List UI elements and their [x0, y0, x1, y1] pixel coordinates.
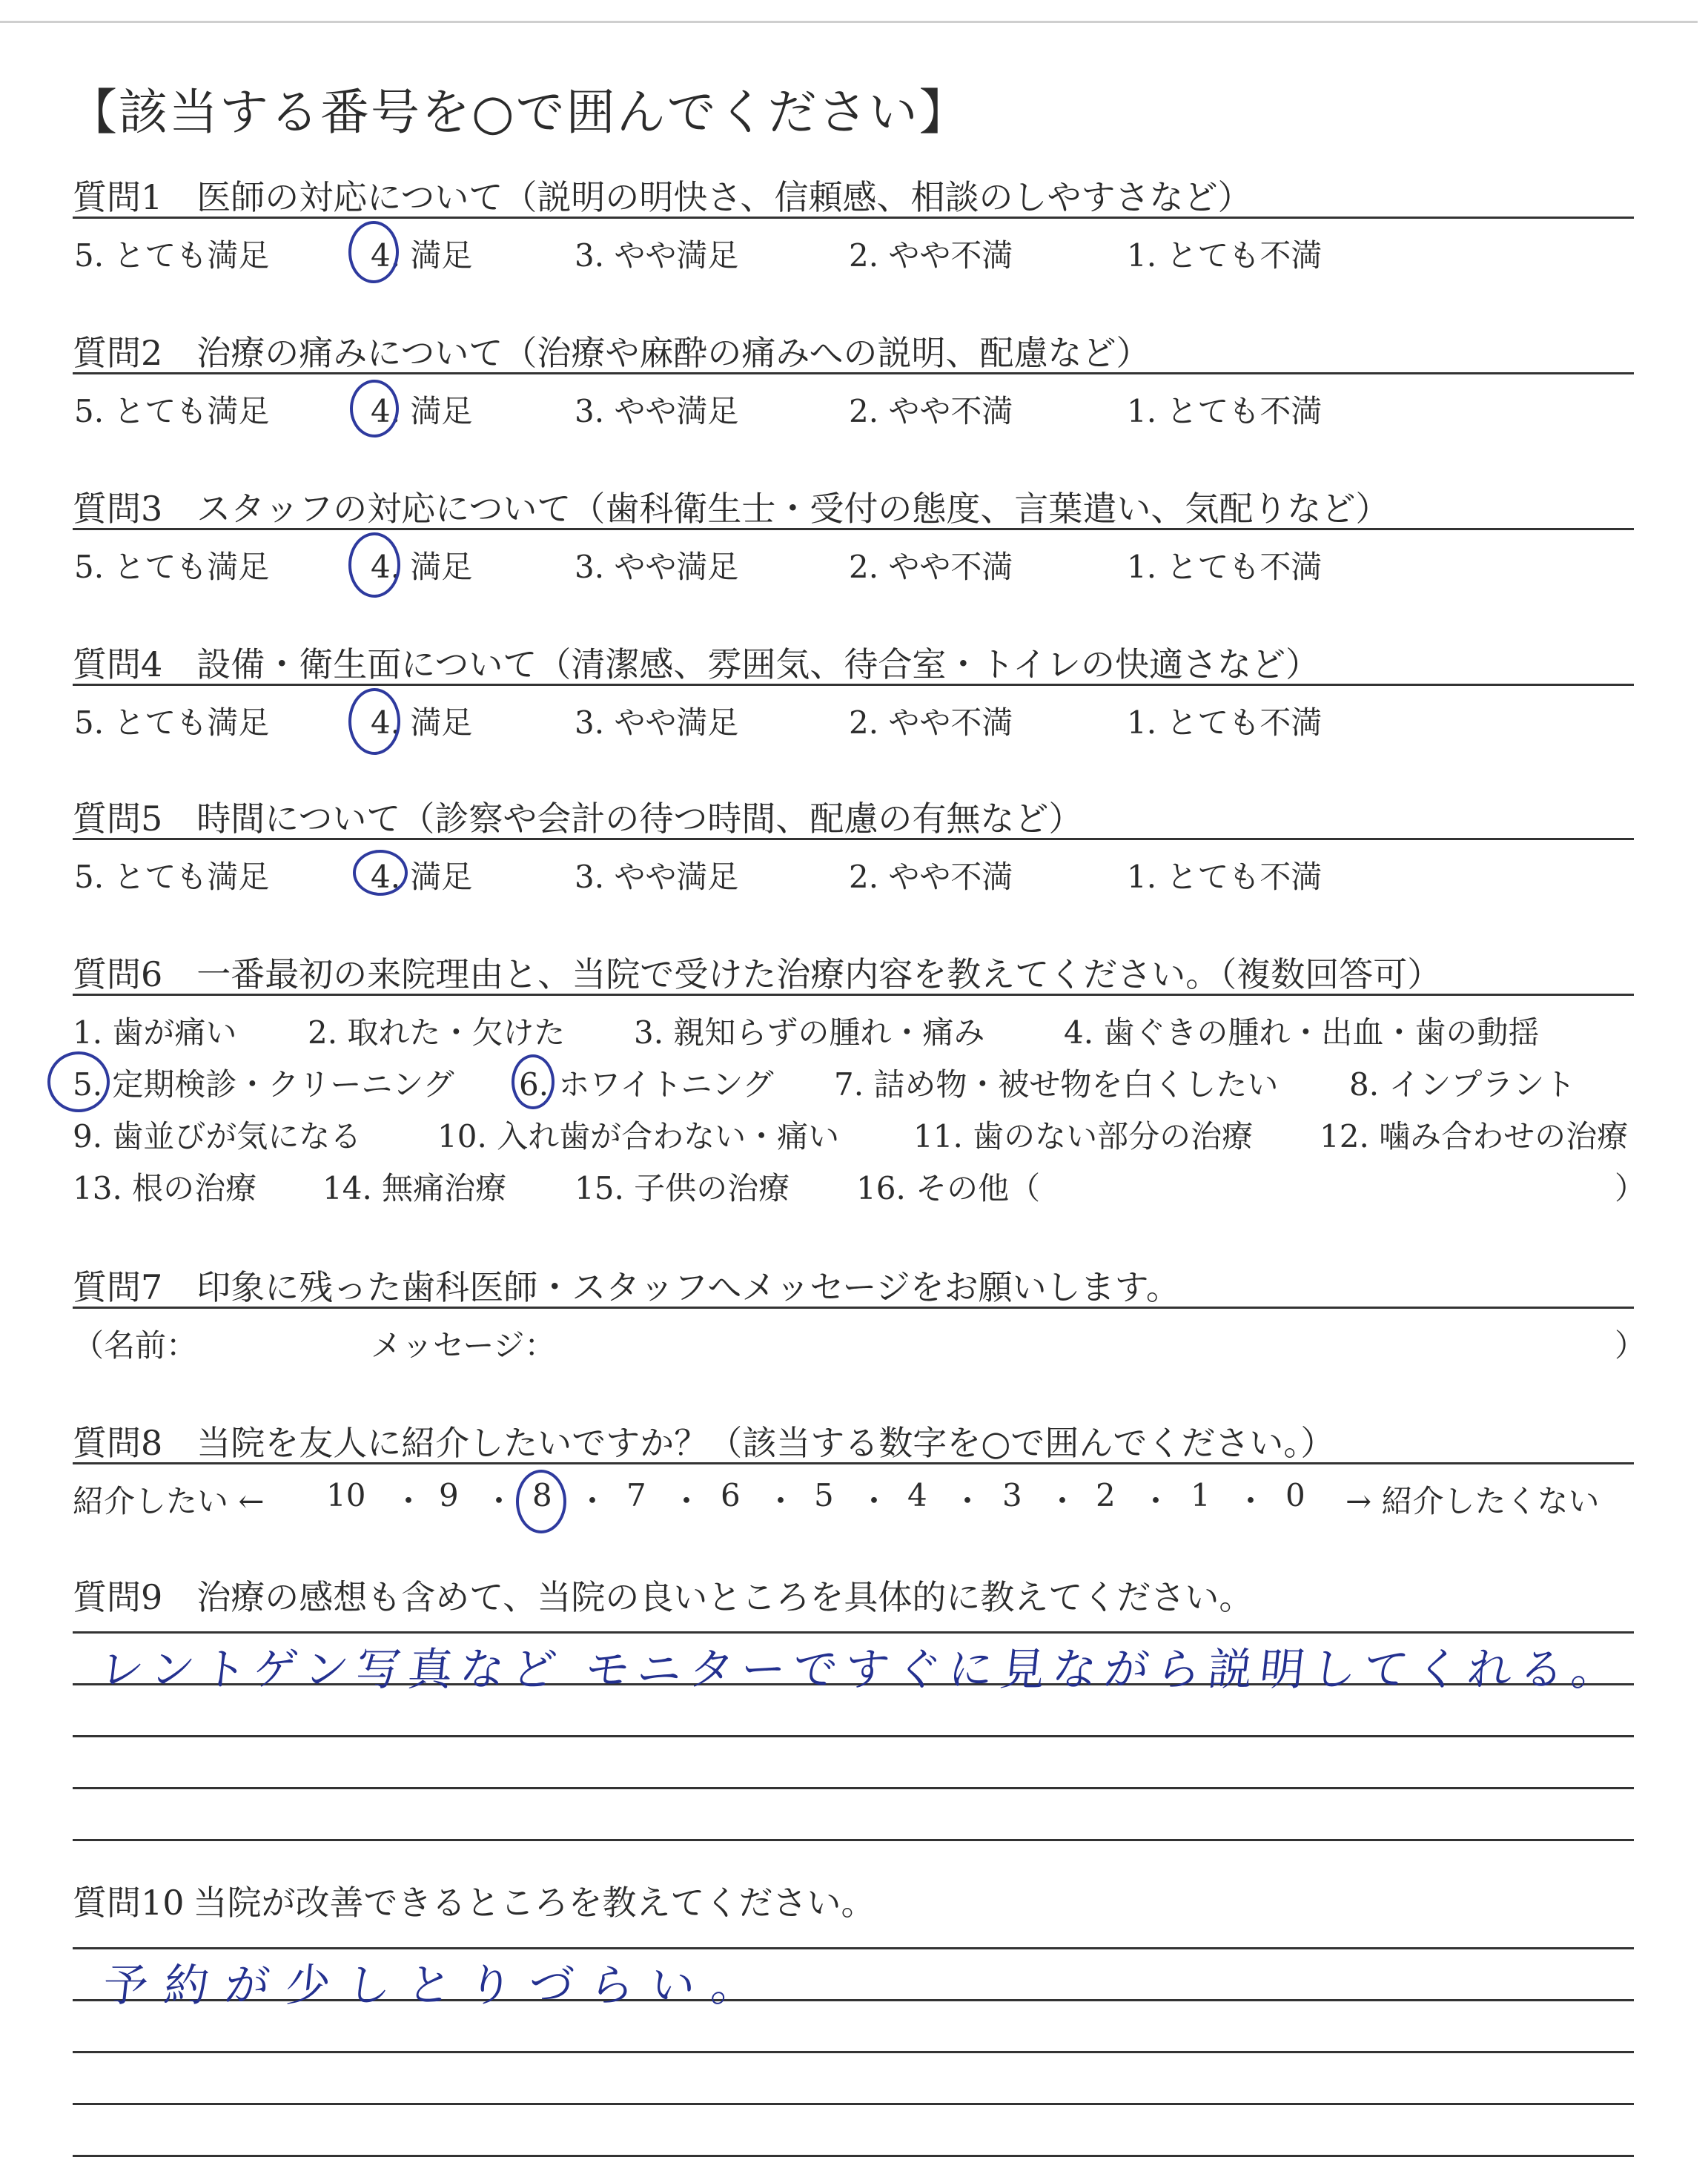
- underline: [73, 994, 1634, 996]
- question-number: 質問1: [73, 177, 163, 217]
- reason-option-16[interactable]: 16. その他（: [856, 1170, 1041, 1206]
- answer-line: [73, 1787, 1634, 1789]
- answer-line: [73, 1631, 1634, 1634]
- scale-right-label: → 紹介したくない: [1345, 1483, 1600, 1519]
- question-title: 一番最初の来院理由と、当院で受けた治療内容を教えてください。（複数回答可）: [196, 954, 1442, 994]
- option-4[interactable]: 4. 満足: [371, 549, 473, 585]
- scale-separator: ・: [577, 1483, 609, 1519]
- answer-line: [73, 2155, 1634, 2157]
- question-title: 印象に残った歯科医師・スタッフへメッセージをお願いします。: [196, 1267, 1180, 1307]
- answer-line: [73, 1839, 1634, 1841]
- reason-option-5[interactable]: 5. 定期検診・クリーニング: [73, 1066, 454, 1103]
- option-3[interactable]: 3. やや満足: [575, 237, 739, 274]
- option-3[interactable]: 3. やや満足: [575, 859, 739, 895]
- question-title: 治療の痛みについて（治療や麻酔の痛みへの説明、配慮など）: [196, 333, 1151, 373]
- scale-left-label: 紹介したい ←: [73, 1483, 265, 1519]
- rating-options: [0, 853, 1708, 897]
- reason-option-12[interactable]: 12. 噛み合わせの治療: [1320, 1118, 1629, 1155]
- reason-options-row-1: [0, 1008, 1708, 1053]
- underline: [73, 684, 1634, 686]
- option-2[interactable]: 2. やや不満: [849, 393, 1013, 429]
- reason-options-row-2: [0, 1060, 1708, 1105]
- answer-line: [73, 2103, 1634, 2105]
- message-label: メッセージ：: [371, 1327, 556, 1364]
- underline: [73, 372, 1634, 374]
- option-2[interactable]: 2. やや不満: [849, 859, 1013, 895]
- message-row: [0, 1321, 1708, 1366]
- question-title: 医師の対応について（説明の明快さ、信頼感、相談のしやすさなど）: [196, 177, 1252, 217]
- reason-option-4[interactable]: 4. 歯ぐきの腫れ・出血・歯の動揺: [1064, 1014, 1540, 1051]
- reason-option-2[interactable]: 2. 取れた・欠けた: [308, 1014, 566, 1051]
- question-title: 時間について（診察や会計の待つ時間、配慮の有無など）: [196, 799, 1083, 839]
- option-2[interactable]: 2. やや不満: [849, 704, 1013, 741]
- scale-10[interactable]: 10: [326, 1477, 366, 1513]
- underline: [73, 1462, 1634, 1464]
- scale-5[interactable]: 5: [814, 1477, 834, 1513]
- option-5[interactable]: 5. とても満足: [74, 549, 270, 585]
- handwritten-answer: 予約が少しとりづらい。: [100, 1960, 775, 2012]
- scale-separator: ・: [671, 1483, 703, 1519]
- question-number: 質問10: [73, 1883, 185, 1923]
- scale-separator: ・: [1235, 1483, 1267, 1519]
- scale-separator: ・: [393, 1483, 425, 1519]
- referral-scale: [0, 1477, 1708, 1522]
- answer-line: [73, 1735, 1634, 1737]
- scale-7[interactable]: 7: [626, 1477, 646, 1513]
- question-number: 質問6: [73, 954, 163, 994]
- question-number: 質問2: [73, 333, 163, 373]
- answer-line: [73, 2051, 1634, 2053]
- reason-option-1[interactable]: 1. 歯が痛い: [73, 1014, 237, 1051]
- option-5[interactable]: 5. とても満足: [74, 237, 270, 274]
- underline: [73, 838, 1634, 840]
- scale-1[interactable]: 1: [1191, 1477, 1211, 1513]
- scale-9[interactable]: 9: [439, 1477, 459, 1513]
- option-1[interactable]: 1. とても不満: [1127, 393, 1323, 429]
- underline: [73, 1307, 1634, 1309]
- page-title: 【該当する番号を○で囲んでください】: [68, 84, 970, 141]
- reason-option-8[interactable]: 8. インプラント: [1349, 1066, 1576, 1103]
- option-4[interactable]: 4. 満足: [371, 704, 473, 741]
- option-1[interactable]: 1. とても不満: [1127, 549, 1323, 585]
- rating-options: [0, 387, 1708, 432]
- reason-option-11[interactable]: 11. 歯のない部分の治療: [913, 1118, 1254, 1155]
- name-label: （名前：: [73, 1327, 198, 1364]
- scale-2[interactable]: 2: [1096, 1477, 1116, 1513]
- option-5[interactable]: 5. とても満足: [74, 393, 270, 429]
- option-2[interactable]: 2. やや不満: [849, 237, 1013, 274]
- reason-option-14[interactable]: 14. 無痛治療: [322, 1170, 507, 1206]
- answer-line: [73, 1947, 1634, 1949]
- scale-separator: ・: [952, 1483, 984, 1519]
- option-4[interactable]: 4. 満足: [371, 859, 473, 895]
- rating-options: [0, 231, 1708, 276]
- reason-option-3[interactable]: 3. 親知らずの腫れ・痛み: [634, 1014, 985, 1051]
- scale-separator: ・: [765, 1483, 797, 1519]
- reason-option-9[interactable]: 9. 歯並びが気になる: [73, 1118, 362, 1155]
- reason-option-10[interactable]: 10. 入れ歯が合わない・痛い: [437, 1118, 840, 1155]
- scale-0[interactable]: 0: [1285, 1477, 1305, 1513]
- reason-option-15[interactable]: 15. 子供の治療: [575, 1170, 790, 1206]
- reason-options-row-4: [0, 1164, 1708, 1209]
- option-5[interactable]: 5. とても満足: [74, 859, 270, 895]
- scan-edge: [0, 21, 1698, 23]
- option-1[interactable]: 1. とても不満: [1127, 704, 1323, 741]
- scale-separator: ・: [1047, 1483, 1079, 1519]
- scale-8[interactable]: 8: [532, 1477, 552, 1513]
- question-number: 質問9: [73, 1577, 163, 1617]
- close-paren: ）: [1615, 1170, 1646, 1206]
- question-number: 質問5: [73, 799, 163, 839]
- option-1[interactable]: 1. とても不満: [1127, 859, 1323, 895]
- scale-separator: ・: [1140, 1483, 1172, 1519]
- question-title: スタッフの対応について（歯科衛生士・受付の態度、言葉遣い、気配りなど）: [196, 489, 1390, 529]
- underline: [73, 217, 1634, 219]
- option-1[interactable]: 1. とても不満: [1127, 237, 1323, 274]
- question-title: 当院が改善できるところを教えてください。: [193, 1883, 875, 1923]
- question-number: 質問4: [73, 644, 163, 684]
- scale-6[interactable]: 6: [721, 1477, 741, 1513]
- scale-3[interactable]: 3: [1002, 1477, 1022, 1513]
- reason-option-13[interactable]: 13. 根の治療: [73, 1170, 257, 1206]
- scale-separator: ・: [858, 1483, 890, 1519]
- underline: [73, 528, 1634, 530]
- option-2[interactable]: 2. やや不満: [849, 549, 1013, 585]
- option-5[interactable]: 5. とても満足: [74, 704, 270, 741]
- rating-options: [0, 698, 1708, 743]
- reason-option-7[interactable]: 7. 詰め物・被せ物を白くしたい: [834, 1066, 1279, 1103]
- scale-4[interactable]: 4: [907, 1477, 927, 1513]
- option-3[interactable]: 3. やや満足: [575, 393, 739, 429]
- reason-option-6[interactable]: 6. ホワイトニング: [519, 1066, 774, 1103]
- question-title: 当院を友人に紹介したいですか？（該当する数字を○で囲んでください。）: [196, 1423, 1335, 1463]
- question-number: 質問7: [73, 1267, 163, 1307]
- option-3[interactable]: 3. やや満足: [575, 549, 739, 585]
- option-3[interactable]: 3. やや満足: [575, 704, 739, 741]
- handwritten-answer: レントゲン写真など モニターですぐに見ながら説明してくれる。: [96, 1644, 1626, 1696]
- question-title: 設備・衛生面について（清潔感、雰囲気、待合室・トイレの快適さなど）: [196, 644, 1320, 684]
- question-number: 質問8: [73, 1423, 163, 1463]
- question-title: 治療の感想も含めて、当院の良いところを具体的に教えてください。: [196, 1577, 1254, 1617]
- option-4[interactable]: 4. 満足: [371, 393, 473, 429]
- question-number: 質問3: [73, 489, 163, 529]
- scale-separator: ・: [483, 1483, 515, 1519]
- close-paren: ）: [1615, 1327, 1646, 1364]
- reason-options-row-3: [0, 1112, 1708, 1157]
- option-4[interactable]: 4. 満足: [371, 237, 473, 274]
- rating-options: [0, 543, 1708, 587]
